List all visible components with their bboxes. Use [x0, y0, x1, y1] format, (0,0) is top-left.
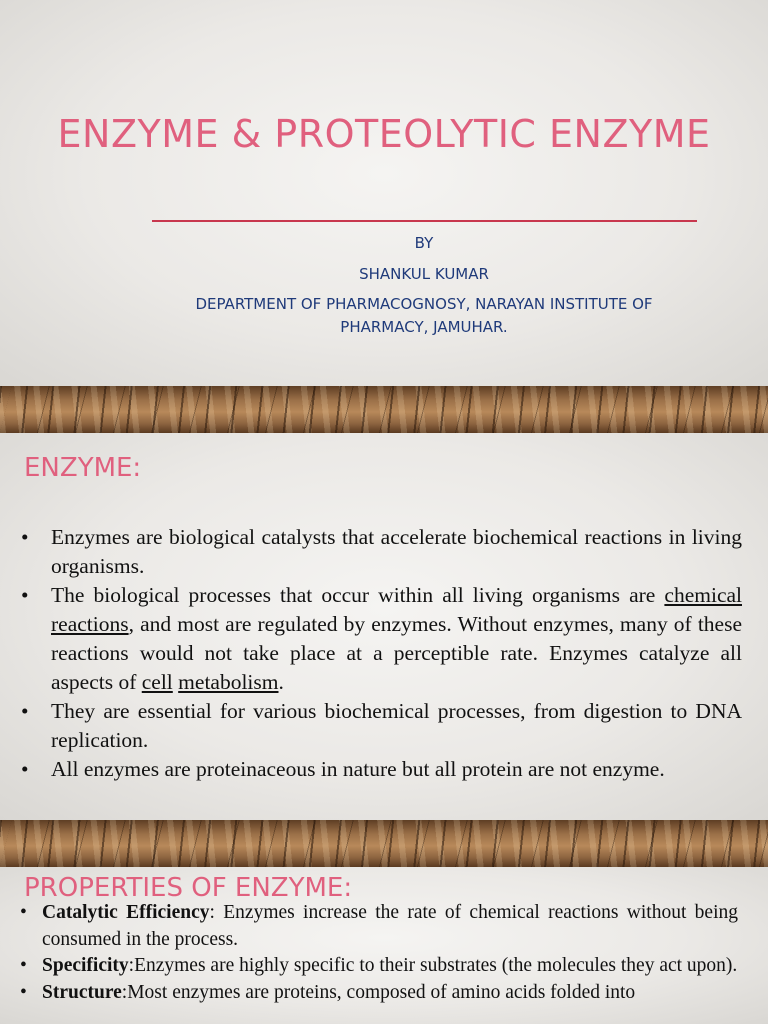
title-slide	[0, 0, 768, 386]
byline-by: BY	[414, 234, 434, 252]
bullet-item	[51, 697, 742, 755]
properties-slide	[0, 867, 768, 1024]
property-term: Specificity	[42, 955, 129, 976]
wood-floor-band	[0, 386, 768, 433]
bullet-text: , and most are regulated by enzymes. Without enzymes, many of these reactions would not take place at a perceptible rate. Enzymes catalyze all aspects of	[51, 612, 742, 694]
slide-heading: PROPERTIES OF ENZYME:	[24, 873, 353, 903]
bullet-text: .	[278, 670, 284, 694]
bullet-item	[51, 581, 742, 697]
bullet-list	[51, 523, 742, 784]
property-text: Most enzymes are proteins, composed of amino acids folded into	[127, 981, 636, 1003]
property-term: Catalytic Efficiency	[42, 902, 210, 923]
author-department: DEPARTMENT OF PHARMACOGNOSY, NARAYAN INSTITUTE OF PHARMACY, JAMUHAR.	[195, 295, 653, 336]
cell-link[interactable]: cell	[141, 670, 173, 694]
metabolism-link[interactable]: metabolism	[178, 670, 279, 694]
author-name: SHANKUL KUMAR	[359, 265, 489, 283]
property-separator: :	[209, 902, 224, 923]
property-text: Enzymes are highly specific to their substrates (the molecules they act upon).	[134, 955, 738, 976]
property-separator: :	[128, 955, 135, 976]
chemical-reactions-link[interactable]: chemical reactions	[51, 583, 742, 636]
title-divider	[152, 220, 697, 222]
slide-heading: ENZYME:	[24, 453, 142, 483]
bullet-text: The biological processes that occur within all living organisms are	[51, 583, 665, 607]
bullet-text: Enzymes are biological catalysts that accelerate biochemical reactions in living organisms.	[51, 525, 742, 578]
bullet-item	[51, 755, 742, 784]
enzyme-slide	[0, 433, 768, 820]
property-text: Enzymes increase the rate of chemical reactions without being consumed in the process.	[42, 902, 739, 950]
bullet-text: They are essential for various biochemical processes, from digestion to DNA replication.	[51, 699, 742, 752]
bullet-item	[51, 523, 742, 581]
property-separator: :	[121, 981, 128, 1003]
property-term: Structure	[42, 981, 122, 1003]
wood-floor-band	[0, 820, 768, 867]
property-item	[42, 953, 738, 980]
property-list	[42, 900, 738, 1006]
slide-title: ENZYME & PROTEOLYTIC ENZYME	[57, 112, 711, 156]
property-item	[42, 980, 738, 1007]
property-item	[42, 900, 738, 953]
bullet-text: All enzymes are proteinaceous in nature but all protein are not enzyme.	[51, 757, 665, 781]
